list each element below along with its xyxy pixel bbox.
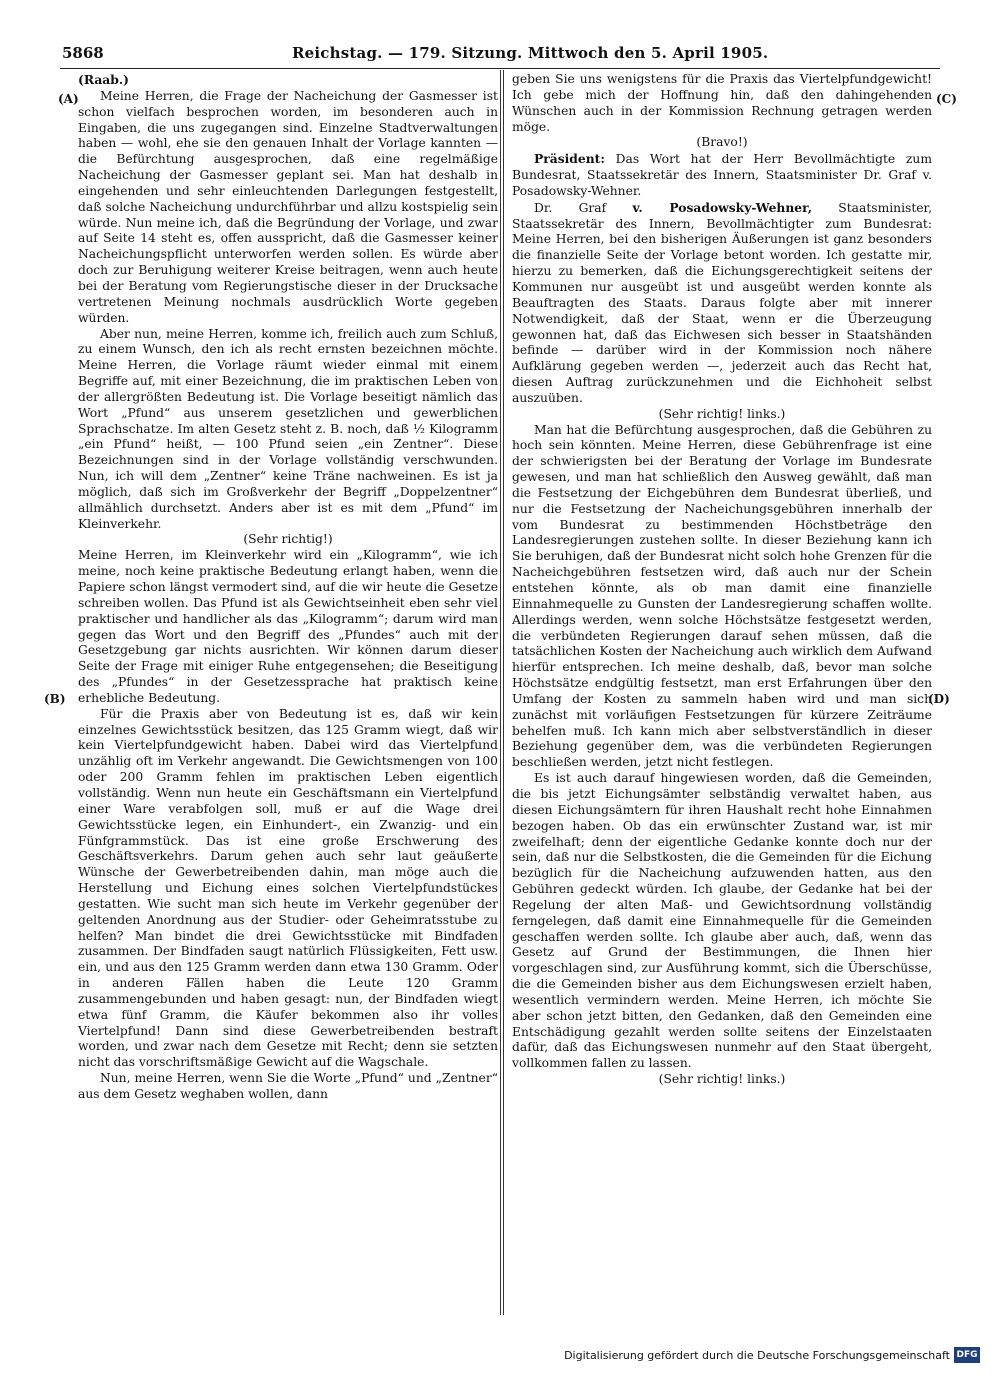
margin-marker-a: (A) — [58, 92, 79, 106]
page-header — [62, 44, 962, 68]
right-column — [512, 72, 932, 1088]
paragraph: Meine Herren, im Kleinverkehr wird ein „Kilogramm“, wie ich meine, noch keine praktische Bedeutung erlangt haben, wenn die Papiere schon längst vermodert sind, auf die wir heute die Gesetze schreiben wollen. Das Pfund ist als Gewichtseinheit eben sehr viel praktischer und handlicher als das „Kilogramm“; darum wird man gegen das Wort und den Begriff des „Pfundes“ auch mit der Gesetzgebung gar nichts ausrichten. Wir können darum dieser Seite der Frage mit einiger Ruhe entgegensehen; die Beseitigung des „Pfundes“ in der Gesetzessprache hat praktisch keine erhebliche Bedeutung. — [78, 548, 498, 705]
margin-marker-c: (C) — [936, 92, 957, 106]
left-column — [78, 72, 498, 1103]
paragraph: Für die Praxis aber von Bedeutung ist es, daß wir kein einzelnes Gewichtsstück besitzen, das 125 Gramm wiegt, daß wir kein Viertelpfundgewicht haben. Dabei wird das Viertelpfund unzählig oft im Verkehr angewandt. Die Gewichtsmengen von 100 oder 200 Gramm fehlen im praktischen Leben eigentlich vollständig. Wenn nun heute ein Geschäftsmann ein Viertelpfund einer Ware verabfolgen soll, muß er auf die Wage drei Gewichtsstücke legen, ein Einhundert-, ein Zwanzig- und ein Fünfgrammstück. Das ist eine große Erschwerung des Geschäftsverkehrs. Darum gehen auch sehr laut geäußerte Wünsche der Gewerbetreibenden dahin, man möge auch die Herstellung und Eichung eines solchen Viertelpfundstückes gestatten. Wie sucht man sich heute im Verkehr gegenüber der geltenden Anordnung aus der Studier- oder Geheimratsstube zu helfen? Man bindet die drei Gewichtsstücke mit Bindfaden zusammen. Der Bindfaden saugt natürlich Flüssigkeiten, Fett usw. ein, und aus den 125 Gramm werden dann etwa 130 Gramm. Oder in anderen Fällen haben die Leute 120 Gramm zusammengebunden und haben gesagt: nun, der Bindfaden wiegt etwa fünf Gramm, die Käufer bekommen also ihr volles Viertelpfund! Dann sind diese Gewerbetreibenden bestraft worden, und zwar nach dem Gesetze mit Recht; denn sie setzten nicht das vorschriftsmäßige Gewicht auf die Wagschale. — [78, 706, 498, 1070]
interjection: (Sehr richtig! links.) — [658, 406, 786, 421]
digitization-credit — [564, 1347, 980, 1363]
speaker-tag: (Raab.) — [78, 72, 129, 87]
paragraph: Man hat die Befürchtung ausgesprochen, daß die Gebühren zu hoch sein könnten. Meine Herren, diese Gebührenfrage ist eine der schwierigsten bei der Beratung der Vorlage im Bundesrate gewesen, und man hat schließlich den Ausweg gewählt, daß man die Festsetzung der Eichgebühren dem Bundesrat überließ, und nur die Festsetzung der Nacheichungsgebühren innerhalb der vom Bundesrat zu bestimmenden Höchstbeträge den Landesregierungen zustehen sollte. In dieser Beziehung kann ich Sie beruhigen, daß der Bundesrat nicht solch hohe Grenzen für die Nacheichgebühren festsetzen wird, daß auch nur der Schein entstehen könnte, als ob man damit eine finanzielle Einnahmequelle zu Gunsten der Landesregierung schaffen wollte. Allerdings werden, wenn solche Höchstsätze festgesetzt werden, die verbündeten Regierungen darauf sehen müssen, daß die tatsächlichen Kosten der Nacheichung auch wirklich dem Aufwand hierfür entsprechen. Ich meine deshalb, daß, bevor man solche Höchstsätze endgültig festsetzt, man erst Erfahrungen über den Umfang der Kosten zu sammeln haben wird und man sich zunächst mit vorläufigen Festsetzungen für kürzere Zeiträume behelfen muß. Ich kann mich aber selbstverständlich in dieser Beziehung gegenüber dem, was die verbündeten Regierungen beschließen werden, jetzt nicht festlegen. — [512, 422, 933, 770]
interjection: (Sehr richtig!) — [243, 532, 333, 547]
margin-marker-b: (B) — [44, 692, 66, 706]
paragraph: Meine Herren, die Frage der Nacheichung der Gasmesser ist schon vielfach besprochen worden, im besonderen auch in Eingaben, die uns zugegangen sind. Einzelne Stadtverwaltungen haben — wohl, ehe sie den genauen Inhalt der Vorlage kannten — die Befürchtung ausgesprochen, daß eine regelmäßige Nacheichung der Gasmesser geplant sei. Man hat deshalb in eingehenden und sehr einleuchtenden Darlegungen festgestellt, daß solche Nacheichung undurchführbar und allzu kostspielig sein würde. Nun meine ich, daß die Begründung der Vorlage, und zwar auf Seite 14 steht es, offen ausspricht, daß die Gasmesser keiner Nacheichungspflicht unterworfen werden sollen. Es würde aber doch zur Beruhigung weiterer Kreise beitragen, wenn auch heute bei der Beratung vom Regierungstische dieser in der Drucksache vertretenen Meinung nochmals ausdrücklich Worte gegeben würden. — [78, 88, 498, 325]
paragraph: Nun, meine Herren, wenn Sie die Worte „Pfund“ und „Zentner“ aus dem Gesetz weghaben wollen, dann — [78, 1071, 498, 1101]
page-number: 5868 — [62, 44, 104, 62]
header-rule — [60, 68, 940, 69]
paragraph: Aber nun, meine Herren, komme ich, freilich auch zum Schluß, zu einem Wunsch, den ich als recht ernsten bezeichnen möchte. Meine Herren, die Vorlage räumt wieder einmal mit einem Begriffe auf, mit einer Bezeichnung, die im praktischen Leben von der allergrößten Bedeutung ist. Die Vorlage beseitigt nämlich das Wort „Pfund“ aus unserem gesetzlichen und gewerblichen Sprachschatze. Im alten Gesetz steht z. B. noch, daß ½ Kilogramm „ein Pfund“ heißt, — 100 Pfund seien „ein Zentner“. Diese Bezeichnungen sind in der Vorlage vollständig verschwunden. Nun, ich will dem „Zentner“ keine Träne nachweinen. Es ist ja möglich, daß sich im Großverkehr der Begriff „Doppelzentner“ allmählich durchsetzt. Anders aber ist es mit dem „Pfund“ im Kleinverkehr. — [78, 326, 498, 531]
credit-text: Digitalisierung gefördert durch die Deutsche Forschungsgemeinschaft — [564, 1348, 950, 1362]
column-separator — [503, 70, 504, 1315]
dfg-logo: DFG — [954, 1347, 980, 1363]
interjection: (Bravo!) — [696, 135, 748, 150]
minister-paragraph: Dr. Graf v. Posadowsky-Wehner, Staatsminister, Staatssekretär des Innern, Bevollmächtigter zum Bundesrat: Meine Herren, bei den bisherigen Äußerungen ist ganz besonders die finanzielle Seite der Vorlage betont worden. Ich gestatte mir, hierzu zu bemerken, daß die Eichungsgerechtigkeit seitens der Kommunen nur ausgeübt ist und ausgeübt werden konnte als Beauftragten des Staats. Daraus folgte aber mit innerer Notwendigkeit, daß der Staat, wenn er die Überzeugung gewonnen hat, daß das Eichwesen sich besser in Staatshänden befinde — darüber wird in der Kommission noch nähere Aufklärung gegeben werden —, jederzeit auch das Recht hat, diesen Auftrag zurückzunehmen und die Eichhoheit selbst auszuüben. — [512, 199, 932, 405]
president-paragraph: Präsident: Das Wort hat der Herr Bevollmächtigte zum Bundesrat, Staatssekretär des Innern, Staatsminister Dr. Graf v. Posadowsky-Wehner. — [512, 151, 932, 198]
column-separator — [500, 70, 501, 1315]
running-title: Reichstag. — 179. Sitzung. Mittwoch den 5. April 1905. — [292, 44, 769, 62]
interjection: (Sehr richtig! links.) — [658, 1072, 786, 1087]
margin-marker-d: (D) — [928, 692, 950, 706]
paragraph: geben Sie uns wenigstens für die Praxis das Viertelpfundgewicht! Ich gebe mich der Hoffnung hin, daß den dahingehenden Wünschen auch in der Kommission Rechnung getragen werden möge. — [512, 72, 932, 134]
paragraph: Es ist auch darauf hingewiesen worden, daß die Gemeinden, die bis jetzt Eichungsämter selbständig verwaltet haben, aus diesen Eichungsämtern für ihren Haushalt recht hohe Einnahmen bezogen haben. Ob das ein erwünschter Zustand war, ist mir zweifelhaft; denn der eigentliche Gedanke konnte doch nur der sein, daß nur die Selbstkosten, die die Gemeinden für die Eichung bezüglich für die Nacheichung aufzuwenden hatten, aus den Gebühren gedeckt würden. Ich glaube, der Gedanke hat bei der Regelung der alten Maß- und Gewichtsordnung vollständig ferngelegen, daß damit eine Einnahmequelle für die Gemeinden geschaffen werden sollte. Ich glaube aber auch, daß, wenn das Gesetz auf Grund der Bestimmungen, die Ihnen hier vorgeschlagen sind, zur Ausführung kommt, sich die Überschüsse, die die Gemeinden bisher aus dem Eichungswesen erzielt haben, wesentlich vermindern werden. Meine Herren, ich möchte Sie aber schon jetzt bitten, den Gedanken, daß den Gemeinden eine Entschädigung gezahlt werden sollte seitens der Einzelstaaten dafür, daß das Eichungswesen nunmehr auf den Staat übergeht, vollkommen fallen zu lassen. — [512, 771, 932, 1071]
